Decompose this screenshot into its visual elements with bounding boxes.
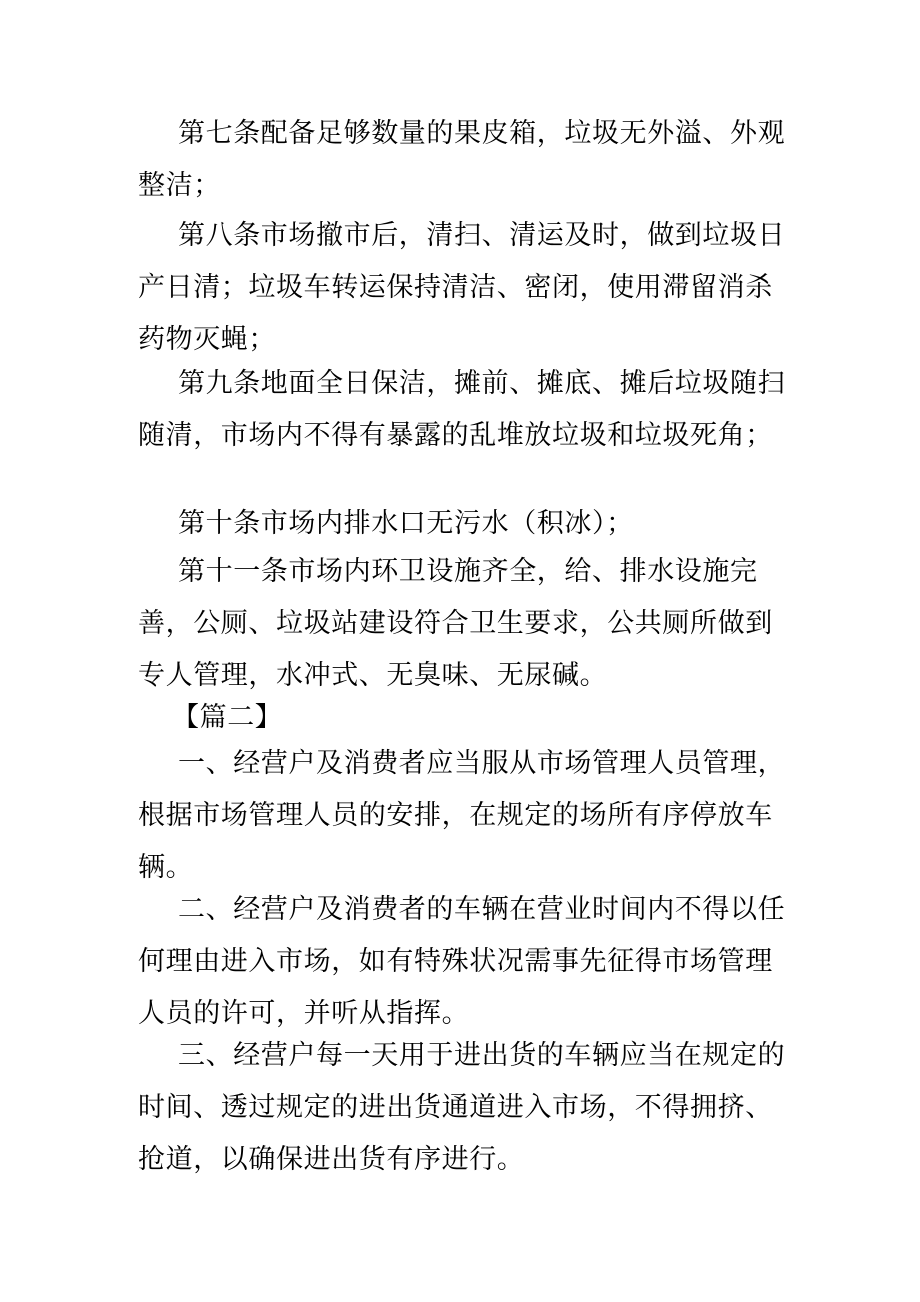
paragraph-article-11: 第十一条市场内环卫设施齐全，给、排水设施完善，公厕、垃圾站建设符合卫生要求，公共厕所做到专人管理，水冲式、无臭味、无尿碱。: [138, 556, 773, 691]
section-heading: 【篇二】: [172, 702, 283, 733]
paragraph-item-1: 一、经营户及消费者应当服从市场管理人员管理，根据市场管理人员的安排，在规定的场所有序停放车辆。: [138, 748, 786, 883]
paragraph-item-2: 二、经营户及消费者的车辆在营业时间内不得以任何理由进入市场，如有特殊状况需事先征得市场管理人员的许可，并听从指挥。: [138, 894, 786, 1029]
paragraph-article-7: 第七条配备足够数量的果皮箱，垃圾无外溢、外观整洁；: [138, 118, 786, 201]
paragraph-article-8: 第八条市场撤市后，清扫、清运及时，做到垃圾日产日清；垃圾车转运保持清洁、密闭，使用滞留消杀药物灭蝇；: [138, 220, 786, 355]
paragraph-item-3: 三、经营户每一天用于进出货的车辆应当在规定的时间、透过规定的进出货通道进入市场，不得拥挤、抢道，以确保进出货有序进行。: [138, 1040, 786, 1175]
paragraph-article-10: 第十条市场内排水口无污水（积冰）；: [178, 508, 634, 539]
paragraph-article-9: 第九条地面全日保洁，摊前、摊底、摊后垃圾随扫随清，市场内不得有暴露的乱堆放垃圾和垃圾死角；: [138, 368, 786, 451]
